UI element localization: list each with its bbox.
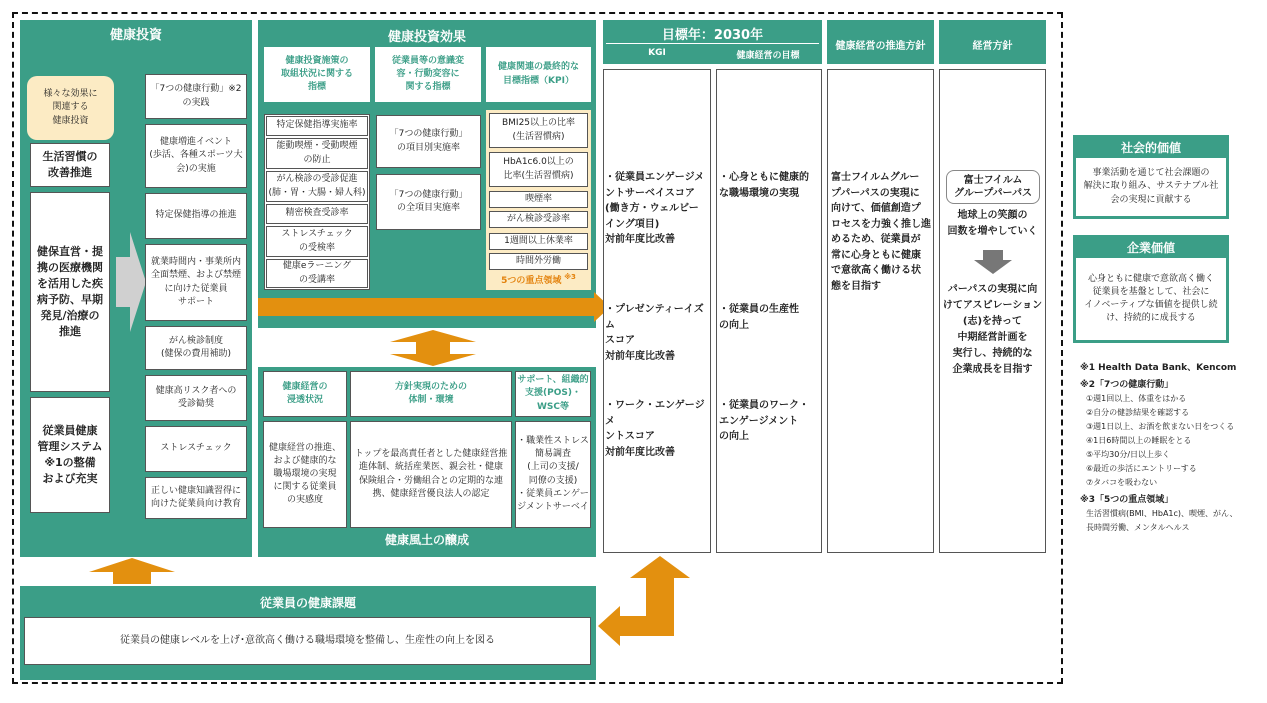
effects-col1-item-5: ストレスチェック の受検率 (266, 226, 368, 257)
culture-col-header-2: 方針実現のための 体制・環境 (350, 371, 512, 417)
investment-right-item-1: 「7つの健康行動」※2 の実践 (145, 74, 247, 119)
effects-col3-item-3: 喫煙率 (489, 191, 588, 208)
social-title: 社会的価値 (1120, 141, 1181, 155)
up-arrow-to-investment (89, 558, 175, 584)
gray-right-arrow (116, 232, 146, 332)
mgmt-title: 経営方針 (972, 41, 1013, 52)
investment-right-item-8: 正しい健康知識習得に 向けた従業員向け教育 (145, 477, 247, 519)
culture-col-header-3: サポート、組織的 支援(POS)・ WSC等 (515, 371, 591, 417)
policy-body: 富士フイルムグルー プパーパスの実現に 向けて、価値創造プ ロセスを力強く推し進 めるため、従業員が 常に心身ともに健康 で意欲高く働ける状 態を目指す (831, 172, 931, 292)
culture-col-header-1: 健康経営の 浸透状況 (263, 371, 347, 417)
mgmt-down-arrow (974, 250, 1012, 274)
note-1: ※1 Health Data Bank、Kencom (1080, 363, 1237, 373)
investment-right-item-7: ストレスチェック (145, 426, 247, 472)
bent-up-arrow (598, 556, 690, 656)
kgi-item-1: ・従業員エンゲージメ ントサーベイスコア (働き方・ウェルビー イング項目) 対前年度比改善 (605, 172, 705, 245)
effects-col-header-3: 健康関連の最終的な 目標指標（KPI） (486, 47, 591, 102)
effects-col3-item-4: がん検診受診率 (489, 211, 588, 228)
effects-col3-item-2: HbA1c6.0以上の 比率(生活習慣病) (489, 152, 588, 187)
note-8: ⑥最近の歩活にエントリーする (1086, 464, 1197, 473)
effects-col3-item-1: BMI25以上の比率 (生活習慣病) (489, 113, 588, 148)
notes-list (1080, 360, 1260, 533)
culture-col-body-1: 健康経営の推進、 および健康的な 職場環境の実現 に関する従業員 の実感度 (263, 421, 347, 528)
goal-item-1: ・心身ともに健康的 な職場環境の実現 (719, 172, 809, 199)
effects-col3-footer-note: ※3 (564, 273, 576, 281)
effects-col2-item-1: 「7つの健康行動」 の項目別実施率 (376, 115, 481, 168)
mgmt-body: パーパスの実現に向 けてアスピレーション (志)を持って 中期経営計画を 実行し、持続的な 企業成長を目指す (942, 284, 1043, 375)
target-divider (606, 43, 819, 44)
kgi-item-3: ・ワーク・エンゲージメ ントスコア 対前年度比改善 (605, 400, 705, 458)
note-7: ⑤平均30分/日以上歩く (1086, 450, 1171, 459)
effects-col3-item-6: 時間外労働 (489, 253, 588, 270)
corporate-body: 心身ともに健康で意欲高く働く 従業員を基盤として、社会に イノベーティブな価値を提供し続 け、持続的に成長する (1076, 258, 1226, 340)
culture-col-body-2: トップを最高責任者とした健康経営推 進体制、統括産業医、親会社・健康 保険組合・労働組合との定期的な連 携、健康経営優良法人の認定 (350, 421, 512, 528)
effects-col1-item-4: 精密検査受診率 (266, 204, 368, 224)
effects-col3-footer (486, 273, 591, 286)
investment-left-item-2: 健保直営・提 携の医療機関 を活用した疾 病予防、早期 発見/治療の 推進 (30, 192, 110, 392)
investment-left-item-1: 生活習慣の 改善推進 (30, 143, 110, 187)
orange-double-arrow (390, 330, 476, 366)
effects-col2-item-2: 「7つの健康行動」 の全項目実施率 (376, 174, 481, 230)
effects-col1-item-1: 特定保健指導実施率 (266, 116, 368, 136)
note-9: ⑦タバコを吸わない (1086, 478, 1158, 487)
issues-title: 従業員の健康課題 (259, 596, 356, 610)
note-12: 長時間労働、メンタルヘルス (1086, 523, 1190, 532)
target-sub-kgi: KGI (648, 48, 666, 58)
target-sub-goal: 健康経営の目標 (736, 51, 800, 61)
kgi-item-2: ・プレゼンティーイズム スコア 対前年度比改善 (605, 304, 704, 362)
issues-body: 従業員の健康レベルを上げ･意欲高く働ける職場環境を整備し、生産性の向上を図る (24, 617, 591, 665)
investment-left-item-3: 従業員健康 管理システム ※1の整備 および充実 (30, 397, 110, 513)
goal-item-2: ・従業員の生産性 の向上 (719, 304, 799, 331)
effects-col-header-2: 従業員等の意識変 容・行動変容に 関する指標 (375, 47, 481, 102)
target-title: 目標年：2030年 (661, 28, 764, 43)
effects-col1-item-6: 健康eラーニング の受講率 (266, 259, 368, 288)
social-body: 事業活動を通じて社会課題の 解決に取り組み、サステナブル社 会の実現に貢献する (1076, 158, 1226, 216)
effects-col-header-1: 健康投資施策の 取組状況に関する 指標 (264, 47, 370, 102)
orange-right-arrow (258, 292, 610, 322)
culture-col-body-3: ・職業性ストレス 簡易調査 (上司の支援/ 同僚の支援) ・従業員エンゲー ジメントサーベイ (515, 421, 591, 528)
policy-column (827, 69, 934, 553)
effects-col1-item-2: 能動喫煙・受動喫煙 の防止 (266, 138, 368, 169)
goal-item-3: ・従業員のワーク・ エンゲージメント の向上 (719, 400, 809, 442)
note-2: ※2「7つの健康行動」 (1080, 380, 1174, 390)
investment-right-item-5: がん検診制度 (健保の費用補助) (145, 326, 247, 370)
investment-right-item-6: 健康高リスク者への 受診勧奨 (145, 375, 247, 421)
note-10: ※3「5つの重点領域」 (1080, 495, 1174, 505)
note-11: 生活習慣病(BMI、HbA1c)、喫煙、がん、 (1086, 509, 1238, 518)
investment-right-item-3: 特定保健指導の推進 (145, 193, 247, 239)
investment-left-label: 様々な効果に 関連する 健康投資 (27, 76, 114, 140)
effects-col3-footer-label: 5つの重点領域 (501, 276, 562, 286)
investment-right-item-4: 就業時間内・事業所内 全面禁煙、および禁煙 に向けた従業員 サポート (145, 244, 247, 321)
note-5: ③週1日以上、お酒を飲まない日をつくる (1086, 422, 1235, 431)
mgmt-purpose-body: 地球上の笑顔の 回数を増やしていく (947, 210, 1038, 237)
effects-title: 健康投資効果 (387, 30, 466, 45)
policy-title: 健康経営の推進方針 (835, 41, 926, 52)
investment-right-item-2: 健康増進イベント (歩活、各種スポーツ大 会)の実施 (145, 124, 247, 188)
note-6: ④1日6時間以上の睡眠をとる (1086, 436, 1192, 445)
mgmt-purpose: 富士フイルム グループパーパス (946, 170, 1040, 204)
note-3: ①週1回以上、体重をはかる (1086, 394, 1187, 403)
investment-title: 健康投資 (109, 28, 162, 43)
culture-title: 健康風土の醸成 (384, 533, 469, 547)
effects-col3-item-5: 1週間以上休業率 (489, 233, 588, 250)
effects-col1-item-3: がん検診の受診促進 (肺・胃・大腸・婦人科) (266, 171, 368, 202)
corporate-title: 企業価値 (1126, 241, 1175, 255)
note-4: ②自分の健診結果を確認する (1086, 408, 1190, 417)
